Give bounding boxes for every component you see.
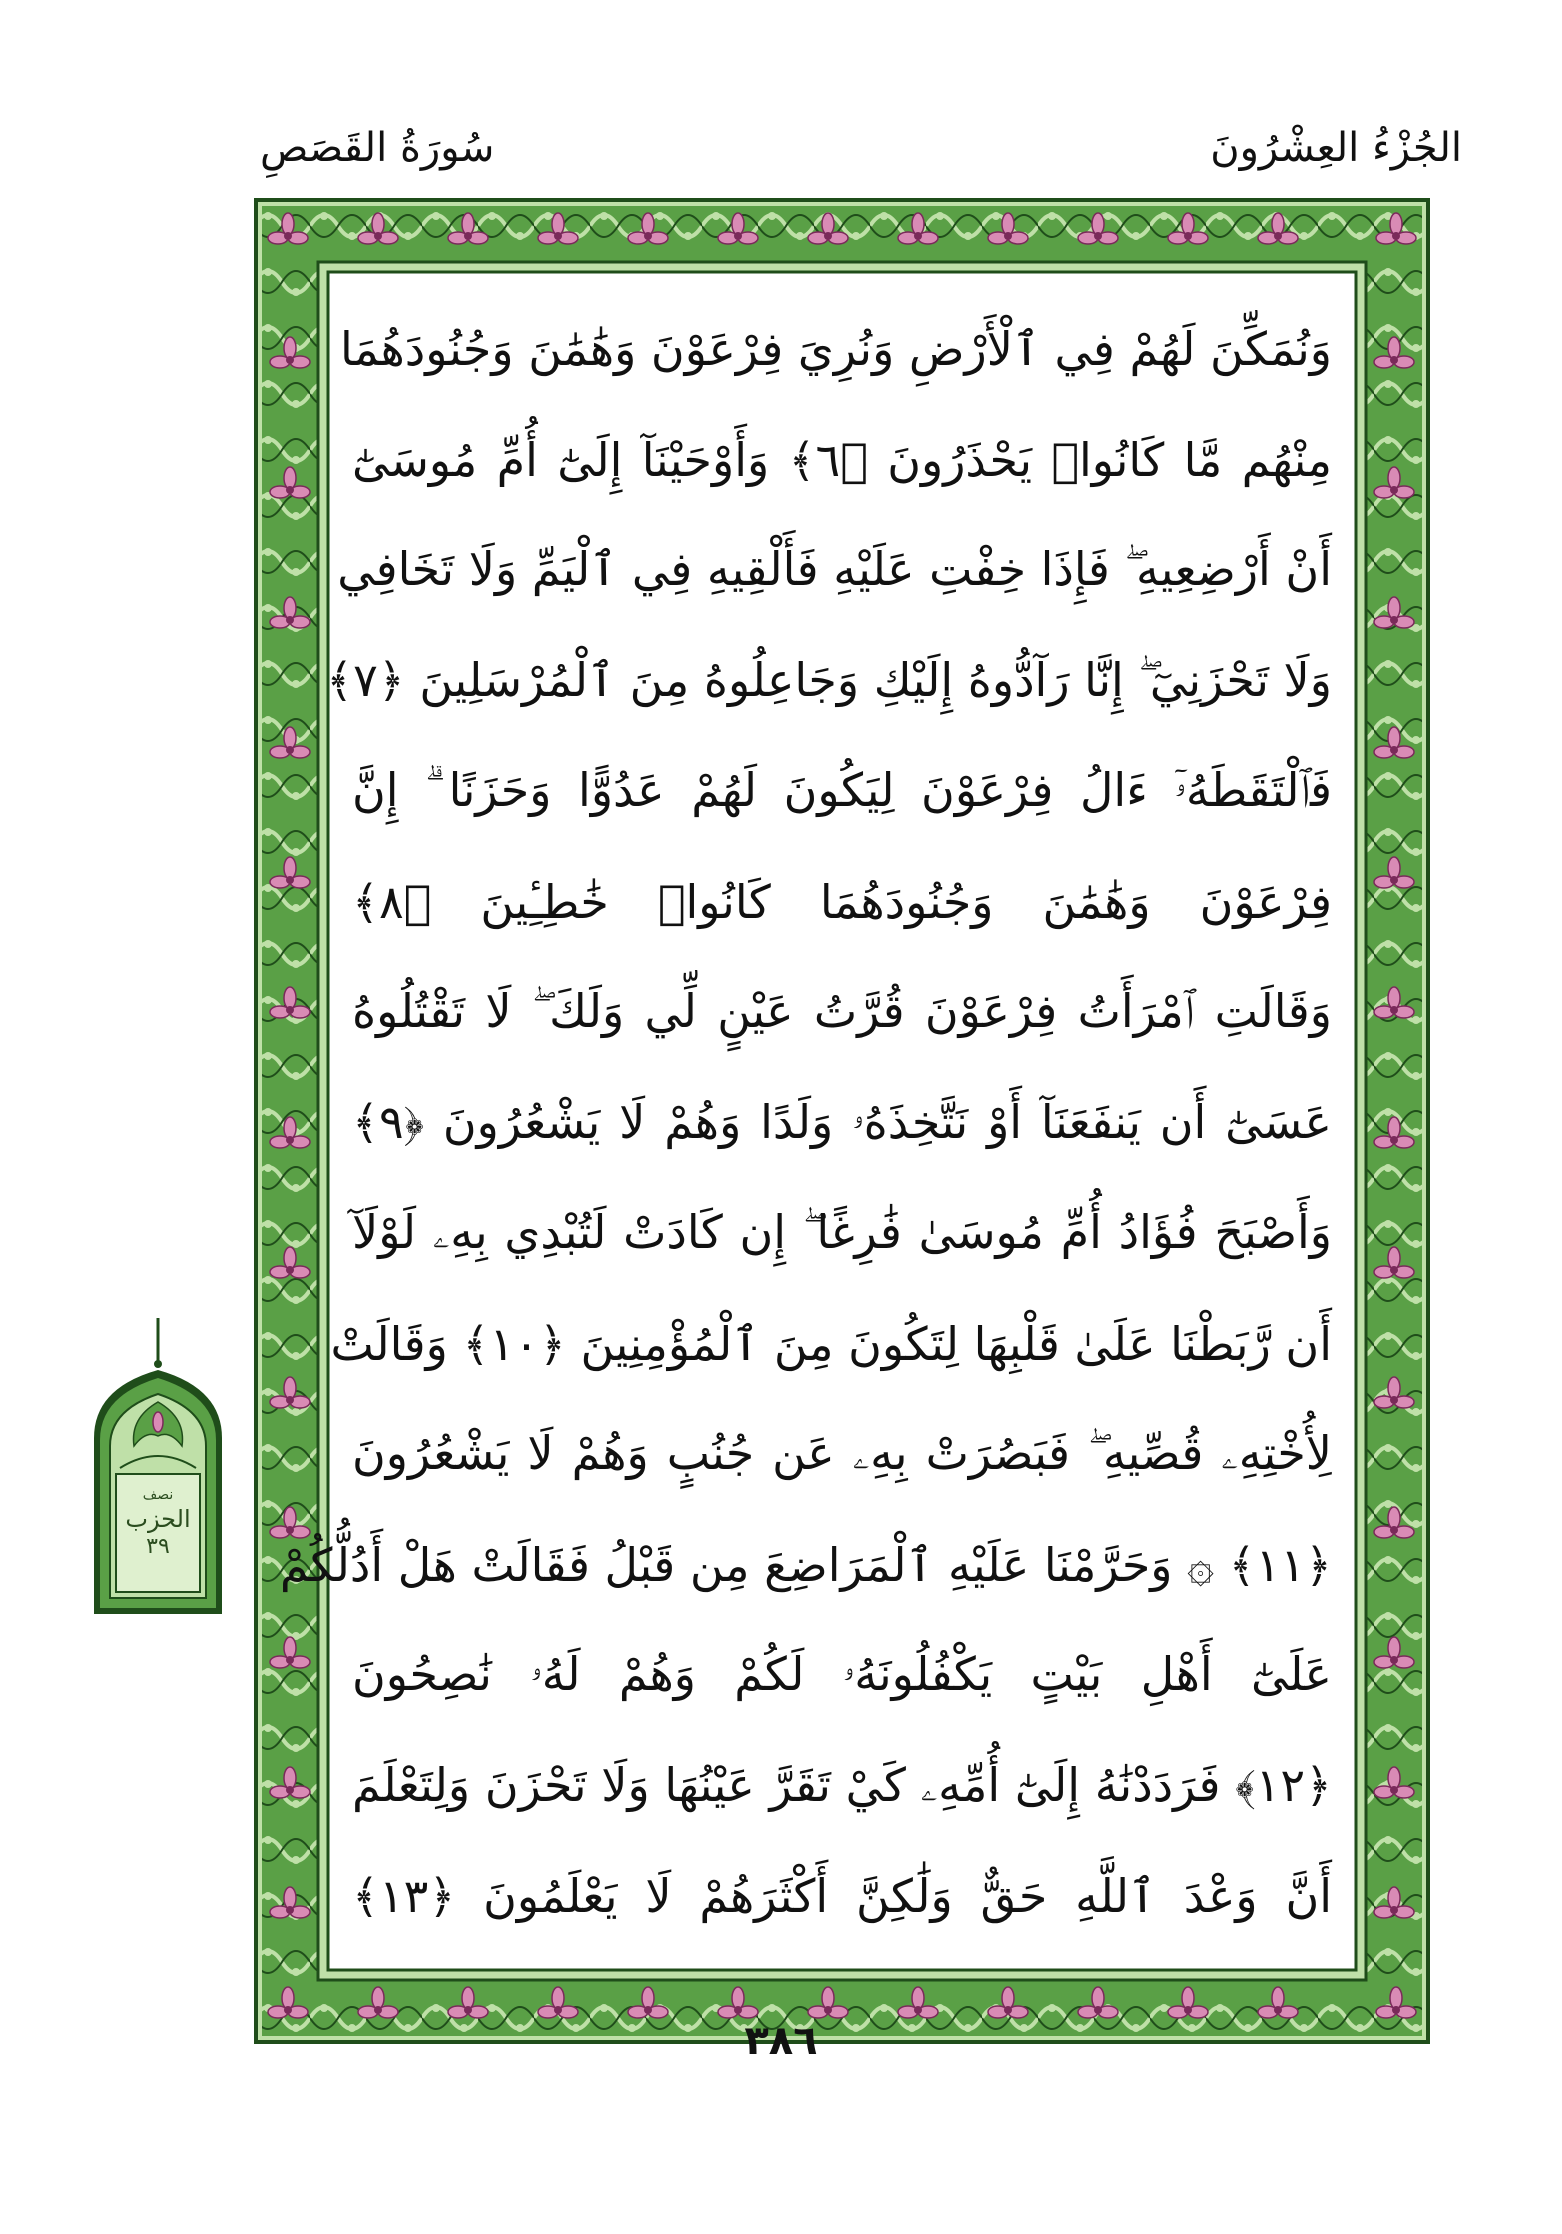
- verse-line-text: أَنْ أَرْضِعِيهِ ۖ فَإِذَا خِفْتِ عَلَيْهِ فَأَلْقِيهِ فِي ٱلْيَمِّ وَلَا تَخَافِي: [337, 542, 1332, 597]
- verse-line: [352, 957, 1332, 1068]
- surah-title: سُورَةُ القَصَصِ: [260, 125, 495, 171]
- page-frame: [254, 198, 1430, 2044]
- hizb-marker: [90, 1318, 226, 1618]
- verse-line: [330, 1289, 1332, 1400]
- hizb-ornament-icon: [90, 1318, 226, 1618]
- verse-line-text: وَقَالَتِ ٱمْرَأَتُ فِرْعَوْنَ قُرَّتُ عَيْنٍ لِّي وَلَكَ ۖ لَا تَقْتُلُوهُ: [352, 984, 1332, 1039]
- verse-line-text: عَسَىٰٓ أَن يَنفَعَنَآ أَوْ نَتَّخِذَهُۥ وَلَدًا وَهُمْ لَا يَشْعُرُونَ ﴿٩﴾: [352, 1094, 1332, 1149]
- hizb-word: الحزب: [125, 1505, 191, 1533]
- verse-line: [352, 405, 1332, 516]
- hizb-fraction: نصف: [142, 1487, 174, 1503]
- verse-line-text: أَنَّ وَعْدَ ٱللَّهِ حَقٌّ وَلَٰكِنَّ أَكْثَرَهُمْ لَا يَعْلَمُونَ ﴿١٣﴾: [352, 1869, 1332, 1924]
- verse-line-text: لِأُخْتِهِۦ قُصِّيهِ ۖ فَبَصُرَتْ بِهِۦ عَن جُنُبٍ وَهُمْ لَا يَشْعُرُونَ: [352, 1426, 1332, 1481]
- verse-line: [352, 847, 1332, 958]
- juz-title: الجُزْءُ العِشْرُونَ: [1210, 125, 1462, 171]
- verse-line-text: وَلَا تَحْزَنِيٓ ۖ إِنَّا رَآدُّوهُ إِلَيْكِ وَجَاعِلُوهُ مِنَ ٱلْمُرْسَلِينَ ﴿٧﴾: [326, 652, 1332, 707]
- verse-line-text: عَلَىٰٓ أَهْلِ بَيْتٍ يَكْفُلُونَهُۥ لَكُمْ وَهُمْ لَهُۥ نَٰصِحُونَ: [352, 1647, 1332, 1702]
- verse-line-text: ﴿١١﴾ ۞ وَحَرَّمْنَا عَلَيْهِ ٱلْمَرَاضِعَ مِن قَبْلُ فَقَالَتْ هَلْ أَدُلُّكُمْ: [279, 1537, 1332, 1592]
- verse-line: [352, 1731, 1332, 1842]
- verse-line-text: ﴿١٢﴾ فَرَدَدْنَٰهُ إِلَىٰٓ أُمِّهِۦ كَيْ تَقَرَّ عَيْنُهَا وَلَا تَحْزَنَ وَلِتَعْلَمَ: [352, 1757, 1332, 1812]
- verse-line: [339, 294, 1332, 405]
- verse-line-text: أَن رَّبَطْنَا عَلَىٰ قَلْبِهَا لِتَكُونَ مِنَ ٱلْمُؤْمِنِينَ ﴿١٠﴾ وَقَالَتْ: [330, 1316, 1332, 1371]
- verse-line-text: وَنُمَكِّنَ لَهُمْ فِي ٱلْأَرْضِ وَنُرِيَ فِرْعَوْنَ وَهَٰمَٰنَ وَجُنُودَهُمَا: [339, 322, 1332, 377]
- hizb-number: ٣٩: [146, 1534, 170, 1559]
- verse-line: [326, 626, 1332, 737]
- verse-line: [352, 1841, 1332, 1952]
- verse-line: [352, 1178, 1332, 1289]
- verse-line: [352, 1068, 1332, 1179]
- verse-line-text: مِنْهُم مَّا كَانُوا۟ يَحْذَرُونَ ﴿٦﴾ وَأَوْحَيْنَآ إِلَىٰٓ أُمِّ مُوسَىٰٓ: [352, 432, 1332, 487]
- hizb-labels: [110, 1486, 206, 1560]
- verse-line: [279, 1510, 1332, 1621]
- verse-line: [352, 736, 1332, 847]
- verse-text-area: [279, 278, 1350, 1964]
- page-number: ٣٨٦: [744, 2018, 818, 2064]
- verse-line-text: فِرْعَوْنَ وَهَٰمَٰنَ وَجُنُودَهُمَا كَانُوا۟ خَٰطِـِٔينَ ﴿٨﴾: [352, 874, 1332, 929]
- verse-line: [352, 1399, 1332, 1510]
- verse-line-text: فَٱلْتَقَطَهُۥٓ ءَالُ فِرْعَوْنَ لِيَكُونَ لَهُمْ عَدُوًّا وَحَزَنًا ۗ إِنَّ: [352, 763, 1332, 818]
- verse-line: [337, 515, 1332, 626]
- verse-lines: [279, 294, 1332, 1952]
- verse-line: [352, 1620, 1332, 1731]
- verse-line-text: وَأَصْبَحَ فُؤَادُ أُمِّ مُوسَىٰ فَٰرِغًا ۖ إِن كَادَتْ لَتُبْدِي بِهِۦ لَوْلَآ: [352, 1205, 1332, 1260]
